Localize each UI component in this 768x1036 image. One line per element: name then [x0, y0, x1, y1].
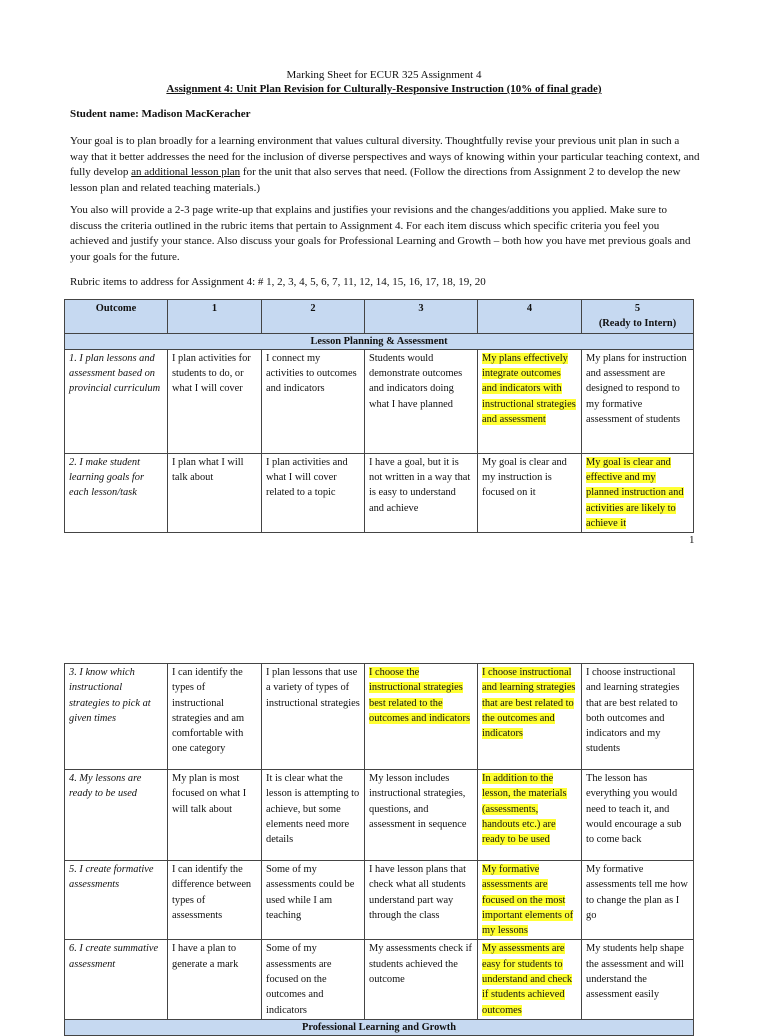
table-cell: It is clear what the lesson is attempting to achieve, but some elements need more details: [262, 770, 365, 861]
table-cell-highlighted: [478, 664, 582, 770]
table-cell: I plan lessons that use a variety of types of instructional strategies: [262, 664, 365, 770]
table-row: [65, 453, 694, 532]
student-name: Student name: Madison MacKeracher: [70, 108, 251, 120]
table-cell: Students would demonstrate outcomes and indicators doing what I have planned: [365, 349, 478, 453]
table-cell: I choose instructional and learning strategies that are best related to both outcomes and indicators and my students: [582, 664, 694, 770]
header-level-5-label: (Ready to Intern): [598, 318, 677, 330]
outcome-cell: 5. I create formative assessments: [65, 861, 168, 940]
rubric-table-part1: [64, 299, 694, 533]
section-lesson-planning: Lesson Planning & Assessment: [65, 333, 694, 349]
table-cell: My students help shape the assessment and will understand the assessment easily: [582, 940, 694, 1019]
rubric-items-line: Rubric items to address for Assignment 4: # 1, 2, 3, 4, 5, 6, 7, 11, 12, 14, 15, 16, 17, 18, 19, 20: [70, 276, 486, 288]
table-cell-highlighted: [478, 861, 582, 940]
table-row: [65, 664, 694, 770]
goal-text-2: for the unit that also serves that need. (Follow the directions from Assignment 2 to develop the new lesson plan and related teaching materials.): [70, 166, 681, 194]
table-cell-highlighted: [478, 770, 582, 861]
table-cell: I plan activities and what I will cover related to a topic: [262, 453, 365, 532]
outcome-cell: 1. I plan lessons and assessment based on provincial curriculum: [65, 349, 168, 453]
table-cell: I can identify the difference between types of assessments: [168, 861, 262, 940]
table-cell: I plan activities for students to do, or what I will cover: [168, 349, 262, 453]
table-cell-highlighted: [582, 453, 694, 532]
goal-text-1: Your goal is to plan broadly for a learning environment that values cultural diversity. Thoughtfully revise your previous unit plan in such a way that it better addresses the need for the inclusion of diverse perspectives and ways of knowing within your particular teaching context, and fully develop: [70, 135, 700, 178]
highlighted-text: I choose instructional and learning strategies that are best related to the outcomes and indicators: [482, 667, 576, 740]
page-number: 1: [689, 534, 695, 546]
table-row: [65, 861, 694, 940]
highlighted-text: I choose the instructional strategies best related to the outcomes and indicators: [369, 667, 470, 724]
table-cell: I plan what I will talk about: [168, 453, 262, 532]
table-row: [65, 349, 694, 453]
header-level-2: 2: [262, 300, 365, 334]
header-level-1: 1: [168, 300, 262, 334]
outcome-cell: 4. My lessons are ready to be used: [65, 770, 168, 861]
highlighted-text: My formative assessments are focused on the most important elements of my lessons: [482, 864, 574, 937]
highlighted-text: My assessments are easy for students to understand and check if students achieved outcomes: [482, 943, 573, 1016]
header-level-3: 3: [365, 300, 478, 334]
table-cell: Some of my assessments could be used while I am teaching: [262, 861, 365, 940]
table-cell-highlighted: [478, 940, 582, 1019]
table-cell-highlighted: [365, 664, 478, 770]
table-cell: I have a goal, but it is not written in a way that is easy to understand and achieve: [365, 453, 478, 532]
table-cell: I can identify the types of instructional strategies and am comfortable with one category: [168, 664, 262, 770]
rubric-table-part2: [64, 663, 694, 1036]
table-cell-highlighted: [478, 349, 582, 453]
highlighted-text: My plans effectively integrate outcomes and indicators with instructional strategies and assessment: [482, 352, 576, 426]
header-level-4: 4: [478, 300, 582, 334]
table-cell: I have a plan to generate a mark: [168, 940, 262, 1019]
outcome-cell: 6. I create summative assessment: [65, 940, 168, 1019]
table-cell: My goal is clear and my instruction is focused on it: [478, 453, 582, 532]
header-level-5-number: 5: [634, 303, 641, 314]
highlighted-text: In addition to the lesson, the materials (assessments, handouts etc.) are ready to be used: [482, 773, 567, 846]
assignment-heading: Assignment 4: Unit Plan Revision for Culturally-Responsive Instruction (10% of final grade): [166, 83, 602, 95]
table-cell: Some of my assessments are focused on the outcomes and indicators: [262, 940, 365, 1019]
table-cell: I connect my activities to outcomes and indicators: [262, 349, 365, 453]
table-cell: My formative assessments tell me how to change the plan as I go: [582, 861, 694, 940]
table-cell: My assessments check if students achieved the outcome: [365, 940, 478, 1019]
header-level-5: [582, 300, 694, 334]
goal-paragraph: [70, 134, 700, 196]
outcome-cell: 2. I make student learning goals for each lesson/task: [65, 453, 168, 532]
highlighted-text: My goal is clear and effective and my planned instruction and activities are likely to achieve it: [586, 456, 684, 530]
goal-text-underlined: an additional lesson plan: [131, 166, 241, 178]
table-cell: My plans for instruction and assessment are designed to respond to my formative assessment of students: [582, 349, 694, 453]
section-row: [65, 1019, 694, 1035]
table-cell: The lesson has everything you would need to teach it, and would encourage a sub to come back: [582, 770, 694, 861]
writeup-paragraph: You also will provide a 2-3 page write-up that explains and justifies your revisions and the changes/additions you applied. Make sure to discuss the criteria outlined in the rubric items that pertain to Assignment 4. For each item discuss which specific criteria you feel you achieved and justify your stance. Also discuss your goals for Professional Learning and Growth – both how you have met previous goals and your goals for the future.: [70, 204, 691, 263]
header-outcome: Outcome: [65, 300, 168, 334]
document-title: Marking Sheet for ECUR 325 Assignment 4: [286, 69, 482, 81]
table-cell: My lesson includes instructional strategies, questions, and assessment in sequence: [365, 770, 478, 861]
rubric-header-row: [65, 300, 694, 334]
table-cell: I have lesson plans that check what all students understand part way through the class: [365, 861, 478, 940]
section-row: [65, 333, 694, 349]
outcome-cell: 3. I know which instructional strategies to pick at given times: [65, 664, 168, 770]
table-cell: My plan is most focused on what I will talk about: [168, 770, 262, 861]
table-row: [65, 940, 694, 1019]
section-professional-learning: Professional Learning and Growth: [65, 1019, 694, 1035]
table-row: [65, 770, 694, 861]
